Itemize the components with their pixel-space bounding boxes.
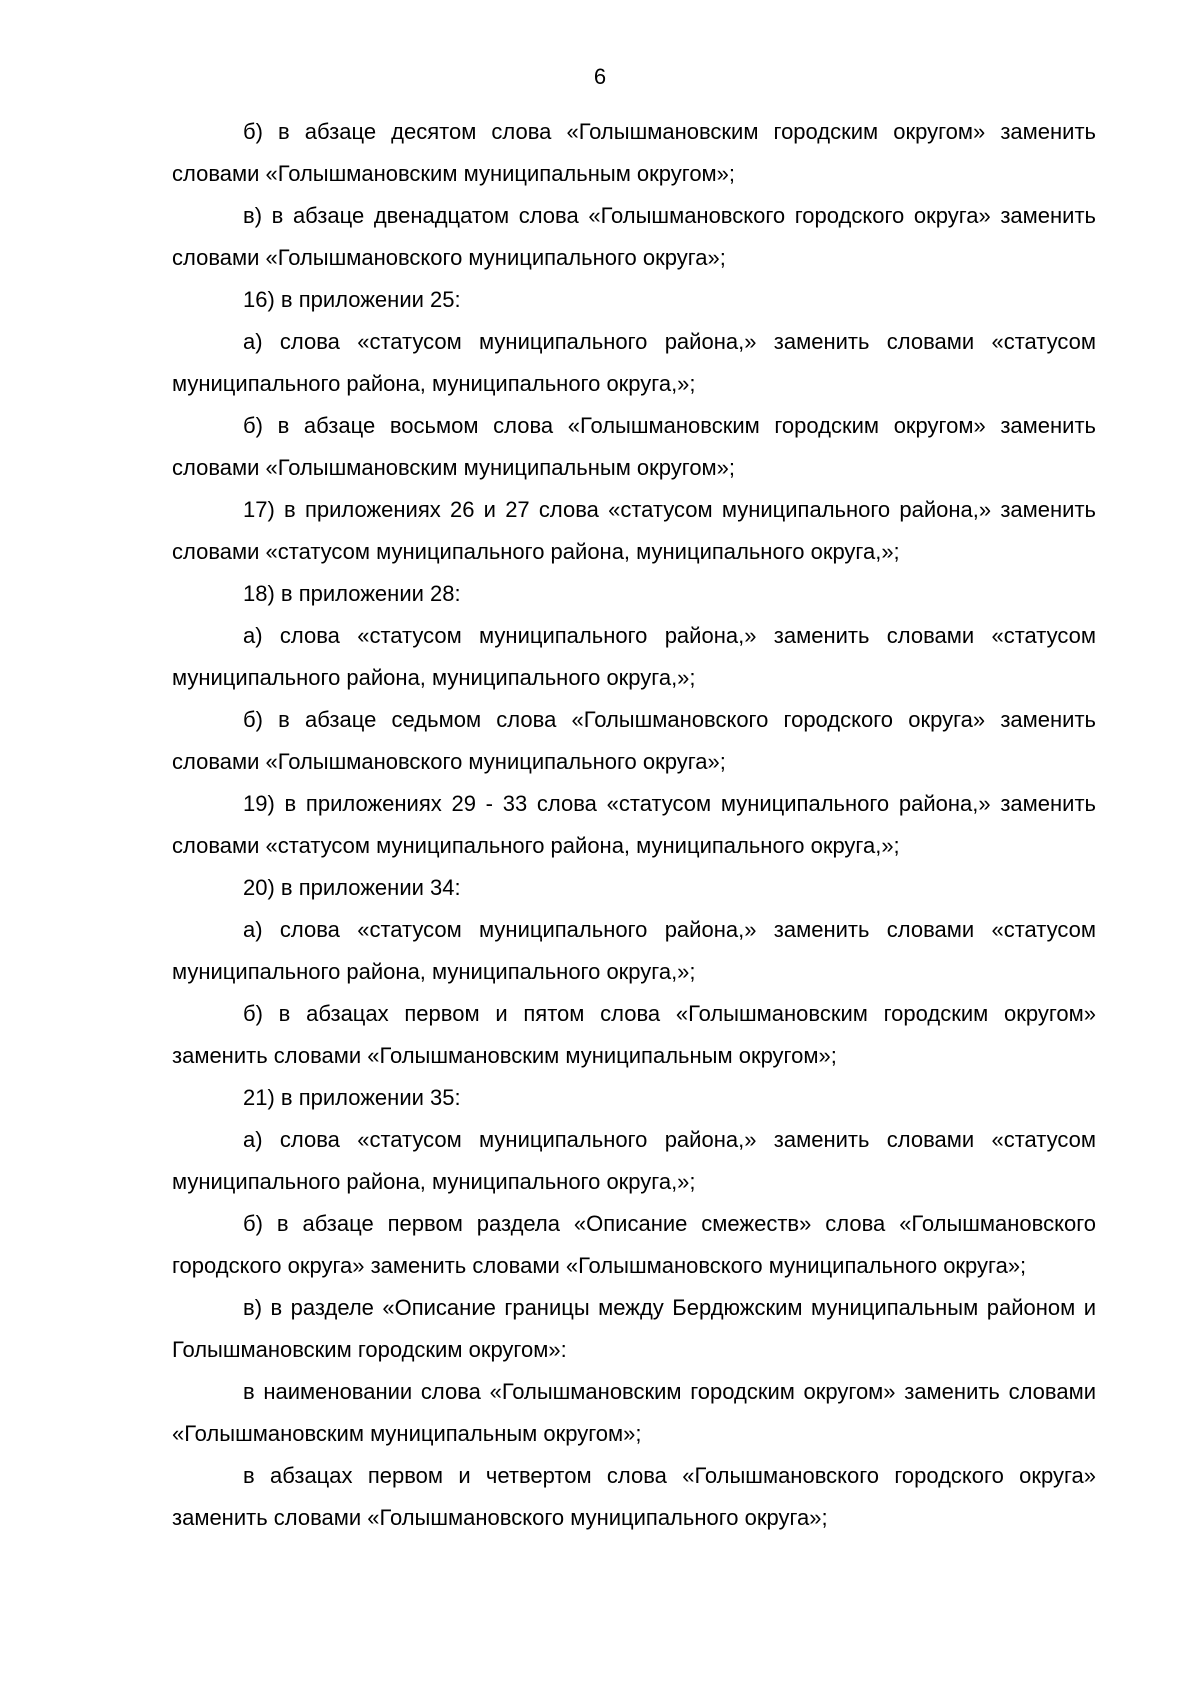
paragraph: в абзацах первом и четвертом слова «Голышмановского городского округа» заменить словами «Голышмановского муниципального округа»;: [172, 1463, 1096, 1530]
paragraph: в наименовании слова «Голышмановским городским округом» заменить словами «Голышмановским муниципальным округом»;: [172, 1379, 1096, 1446]
paragraph: 18) в приложении 28:: [243, 581, 461, 606]
paragraph: а) слова «статусом муниципального района,» заменить словами «статусом муниципального района, муниципального округа,»;: [172, 1127, 1096, 1194]
paragraph: 17) в приложениях 26 и 27 слова «статусом муниципального района,» заменить словами «статусом муниципального района, муниципального округа,»;: [172, 497, 1096, 564]
document-body: [172, 111, 1096, 1539]
paragraph: б) в абзаце десятом слова «Голышмановским городским округом» заменить словами «Голышмановским муниципальным округом»;: [172, 119, 1096, 186]
paragraph: а) слова «статусом муниципального района,» заменить словами «статусом муниципального района, муниципального округа,»;: [172, 329, 1096, 396]
paragraph: 20) в приложении 34:: [243, 875, 461, 900]
paragraph: в) в абзаце двенадцатом слова «Голышмановского городского округа» заменить словами «Голышмановского муниципального округа»;: [172, 203, 1096, 270]
page-number: 6: [593, 64, 607, 89]
paragraph: 19) в приложениях 29 - 33 слова «статусом муниципального района,» заменить словами «статусом муниципального района, муниципального округа,»;: [172, 791, 1096, 858]
paragraph: б) в абзаце первом раздела «Описание смежеств» слова «Голышмановского городского округа» заменить словами «Голышмановского муниципального округа»;: [172, 1211, 1096, 1278]
paragraph: в) в разделе «Описание границы между Бердюжским муниципальным районом и Голышмановским городским округом»:: [172, 1295, 1096, 1362]
paragraph: б) в абзацах первом и пятом слова «Голышмановским городским округом» заменить словами «Голышмановским муниципальным округом»;: [172, 1001, 1096, 1068]
paragraph: 21) в приложении 35:: [243, 1085, 461, 1110]
paragraph: б) в абзаце восьмом слова «Голышмановским городским округом» заменить словами «Голышмановским муниципальным округом»;: [172, 413, 1096, 480]
paragraph: б) в абзаце седьмом слова «Голышмановского городского округа» заменить словами «Голышмановского муниципального округа»;: [172, 707, 1096, 774]
paragraph: а) слова «статусом муниципального района,» заменить словами «статусом муниципального района, муниципального округа,»;: [172, 623, 1096, 690]
paragraph: 16) в приложении 25:: [243, 287, 461, 312]
paragraph: а) слова «статусом муниципального района,» заменить словами «статусом муниципального района, муниципального округа,»;: [172, 917, 1096, 984]
